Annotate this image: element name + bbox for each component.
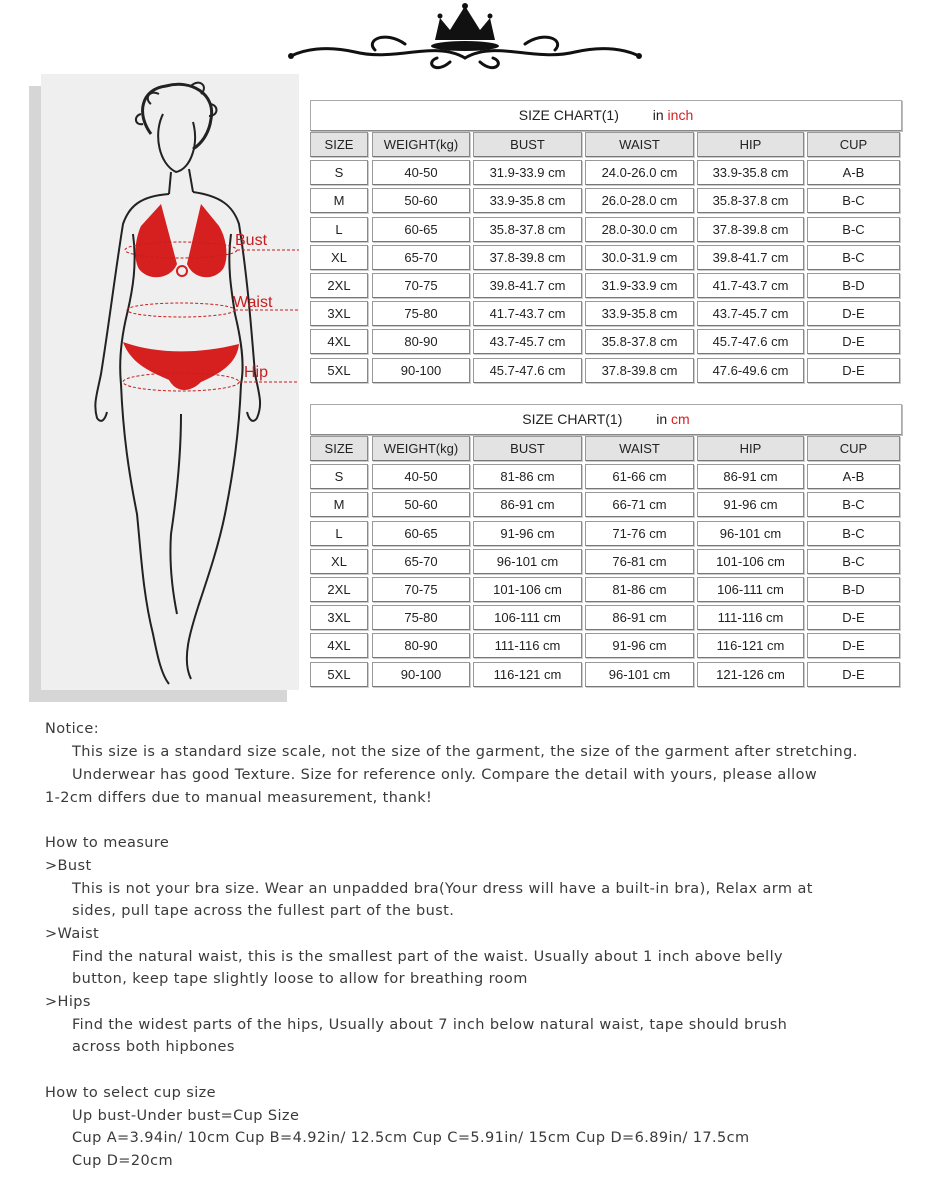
table-cell: 35.8-37.8 cm	[585, 329, 694, 354]
table-cell: 50-60	[372, 492, 470, 517]
table-cell: 3XL	[310, 605, 368, 630]
table-cell: 43.7-45.7 cm	[473, 329, 582, 354]
table-cell: 3XL	[310, 301, 368, 326]
notice-line: Underwear has good Texture. Size for reference only. Compare the detail with yours, please allow	[72, 767, 818, 783]
table-cell: 37.8-39.8 cm	[585, 358, 694, 383]
column-header: WAIST	[585, 132, 694, 157]
column-header: CUP	[807, 132, 900, 157]
table-cell: D-E	[807, 301, 900, 326]
table-cell: D-E	[807, 329, 900, 354]
table-cell: 4XL	[310, 329, 368, 354]
table-cell: 2XL	[310, 273, 368, 298]
table-cell: 86-91 cm	[473, 492, 582, 517]
table-cell: 86-91 cm	[697, 464, 804, 489]
column-header: CUP	[807, 436, 900, 461]
table-cell: 2XL	[310, 577, 368, 602]
table-cell: 71-76 cm	[585, 521, 694, 546]
crown-ornament-icon	[285, 0, 645, 76]
table-cell: 70-75	[372, 577, 470, 602]
waist-instruction: button, keep tape slightly loose to allow for breathing room	[72, 971, 528, 987]
table-cell: 101-106 cm	[473, 577, 582, 602]
column-header: BUST	[473, 132, 582, 157]
measure-heading: How to measure	[45, 835, 170, 851]
table-cell: S	[310, 464, 368, 489]
table-cell: 101-106 cm	[697, 549, 804, 574]
waist-label: Waist	[233, 294, 273, 311]
table-cell: B-D	[807, 273, 900, 298]
table-cell: 116-121 cm	[473, 662, 582, 687]
hip-label: Hip	[244, 364, 269, 381]
bust-label: Bust	[235, 232, 268, 249]
chart-title: SIZE CHART(1)	[518, 107, 619, 123]
unit-prefix: in	[652, 107, 668, 123]
table-cell: B-C	[807, 549, 900, 574]
table-cell: 75-80	[372, 301, 470, 326]
table-cell: B-D	[807, 577, 900, 602]
table-cell: XL	[310, 549, 368, 574]
column-header: SIZE	[310, 436, 368, 461]
table-cell: M	[310, 188, 368, 213]
column-header: HIP	[697, 132, 804, 157]
cup-line: Cup A=3.94in/ 10cm Cup B=4.92in/ 12.5cm Cup C=5.91in/ 15cm Cup D=6.89in/ 17.5cm	[72, 1130, 750, 1146]
chart-title: SIZE CHART(1)	[522, 411, 623, 427]
table-cell: S	[310, 160, 368, 185]
table-cell: 47.6-49.6 cm	[697, 358, 804, 383]
table-cell: D-E	[807, 633, 900, 658]
table-cell: 91-96 cm	[473, 521, 582, 546]
table-cell: 66-71 cm	[585, 492, 694, 517]
table-cell: 41.7-43.7 cm	[697, 273, 804, 298]
table-cell: 80-90	[372, 633, 470, 658]
table-cell: 81-86 cm	[585, 577, 694, 602]
table-cell: 5XL	[310, 358, 368, 383]
table-cell: L	[310, 217, 368, 242]
table-cell: 70-75	[372, 273, 470, 298]
body-figure-panel	[29, 74, 299, 704]
table-cell: 24.0-26.0 cm	[585, 160, 694, 185]
cup-heading: How to select cup size	[45, 1085, 216, 1101]
table-cell: 40-50	[372, 160, 470, 185]
table-cell: 65-70	[372, 245, 470, 270]
table-cell: A-B	[807, 464, 900, 489]
table-cell: 60-65	[372, 521, 470, 546]
bust-instruction: This is not your bra size. Wear an unpadded bra(Your dress will have a built-in bra), Relax arm at	[72, 881, 813, 897]
table-cell: 81-86 cm	[473, 464, 582, 489]
table-cell: 37.8-39.8 cm	[473, 245, 582, 270]
column-header: HIP	[697, 436, 804, 461]
table-cell: 40-50	[372, 464, 470, 489]
notice-heading: Notice:	[45, 721, 100, 737]
table-cell: 45.7-47.6 cm	[697, 329, 804, 354]
table-cell: 90-100	[372, 358, 470, 383]
table-cell: 96-101 cm	[585, 662, 694, 687]
table-cell: D-E	[807, 358, 900, 383]
table-cell: 111-116 cm	[473, 633, 582, 658]
table-cell: D-E	[807, 605, 900, 630]
waist-heading: >Waist	[45, 926, 100, 942]
table-cell: 35.8-37.8 cm	[473, 217, 582, 242]
table-cell: L	[310, 521, 368, 546]
table-cell: 65-70	[372, 549, 470, 574]
table-cell: B-C	[807, 217, 900, 242]
table-cell: 39.8-41.7 cm	[473, 273, 582, 298]
hips-instruction: Find the widest parts of the hips, Usually about 7 inch below natural waist, tape should brush	[72, 1017, 788, 1033]
table-cell: 41.7-43.7 cm	[473, 301, 582, 326]
table-cell: 111-116 cm	[697, 605, 804, 630]
column-header: WEIGHT(kg)	[372, 436, 470, 461]
table-cell: 76-81 cm	[585, 549, 694, 574]
table-cell: 106-111 cm	[697, 577, 804, 602]
table-cell: 31.9-33.9 cm	[473, 160, 582, 185]
unit-word: inch	[667, 107, 694, 123]
table-cell: 91-96 cm	[585, 633, 694, 658]
hips-instruction: across both hipbones	[72, 1039, 235, 1055]
table-cell: 96-101 cm	[697, 521, 804, 546]
cup-line: Up bust-Under bust=Cup Size	[72, 1108, 300, 1124]
column-header: WAIST	[585, 436, 694, 461]
table-cell: 39.8-41.7 cm	[697, 245, 804, 270]
table-cell: 33.9-35.8 cm	[585, 301, 694, 326]
table-cell: 116-121 cm	[697, 633, 804, 658]
column-header: BUST	[473, 436, 582, 461]
unit-prefix: in	[656, 411, 672, 427]
table-cell: 31.9-33.9 cm	[585, 273, 694, 298]
table-cell: 28.0-30.0 cm	[585, 217, 694, 242]
table-cell: 96-101 cm	[473, 549, 582, 574]
table-cell: 45.7-47.6 cm	[473, 358, 582, 383]
table-cell: B-C	[807, 188, 900, 213]
table-cell: A-B	[807, 160, 900, 185]
unit-word: cm	[671, 411, 690, 427]
table-cell: 37.8-39.8 cm	[697, 217, 804, 242]
woman-figure-illustration	[41, 74, 299, 690]
table-cell: 106-111 cm	[473, 605, 582, 630]
table-cell: 50-60	[372, 188, 470, 213]
table-cell: 35.8-37.8 cm	[697, 188, 804, 213]
table-cell: 26.0-28.0 cm	[585, 188, 694, 213]
column-header: SIZE	[310, 132, 368, 157]
table-cell: 90-100	[372, 662, 470, 687]
table-cell: 86-91 cm	[585, 605, 694, 630]
table-cell: 5XL	[310, 662, 368, 687]
chart-header	[310, 404, 902, 435]
chart-header	[310, 100, 902, 131]
table-cell: 4XL	[310, 633, 368, 658]
table-cell: 121-126 cm	[697, 662, 804, 687]
table-cell: 43.7-45.7 cm	[697, 301, 804, 326]
table-cell: 61-66 cm	[585, 464, 694, 489]
bust-heading: >Bust	[45, 858, 92, 874]
notice-line: This size is a standard size scale, not the size of the garment, the size of the garment after stretching.	[72, 744, 858, 760]
table-cell: B-C	[807, 492, 900, 517]
table-cell: 60-65	[372, 217, 470, 242]
table-cell: XL	[310, 245, 368, 270]
table-cell: 33.9-35.8 cm	[697, 160, 804, 185]
table-cell: 91-96 cm	[697, 492, 804, 517]
table-cell: 80-90	[372, 329, 470, 354]
table-cell: 75-80	[372, 605, 470, 630]
notice-line: 1-2cm differs due to manual measurement, thank!	[45, 790, 433, 806]
table-cell: 33.9-35.8 cm	[473, 188, 582, 213]
table-cell: M	[310, 492, 368, 517]
hips-heading: >Hips	[45, 994, 91, 1010]
waist-instruction: Find the natural waist, this is the smallest part of the waist. Usually about 1 inch above belly	[72, 949, 784, 965]
cup-line: Cup D=20cm	[72, 1153, 173, 1169]
column-header: WEIGHT(kg)	[372, 132, 470, 157]
table-cell: B-C	[807, 245, 900, 270]
bust-instruction: sides, pull tape across the fullest part of the bust.	[72, 903, 455, 919]
table-cell: 30.0-31.9 cm	[585, 245, 694, 270]
table-cell: D-E	[807, 662, 900, 687]
table-cell: B-C	[807, 521, 900, 546]
